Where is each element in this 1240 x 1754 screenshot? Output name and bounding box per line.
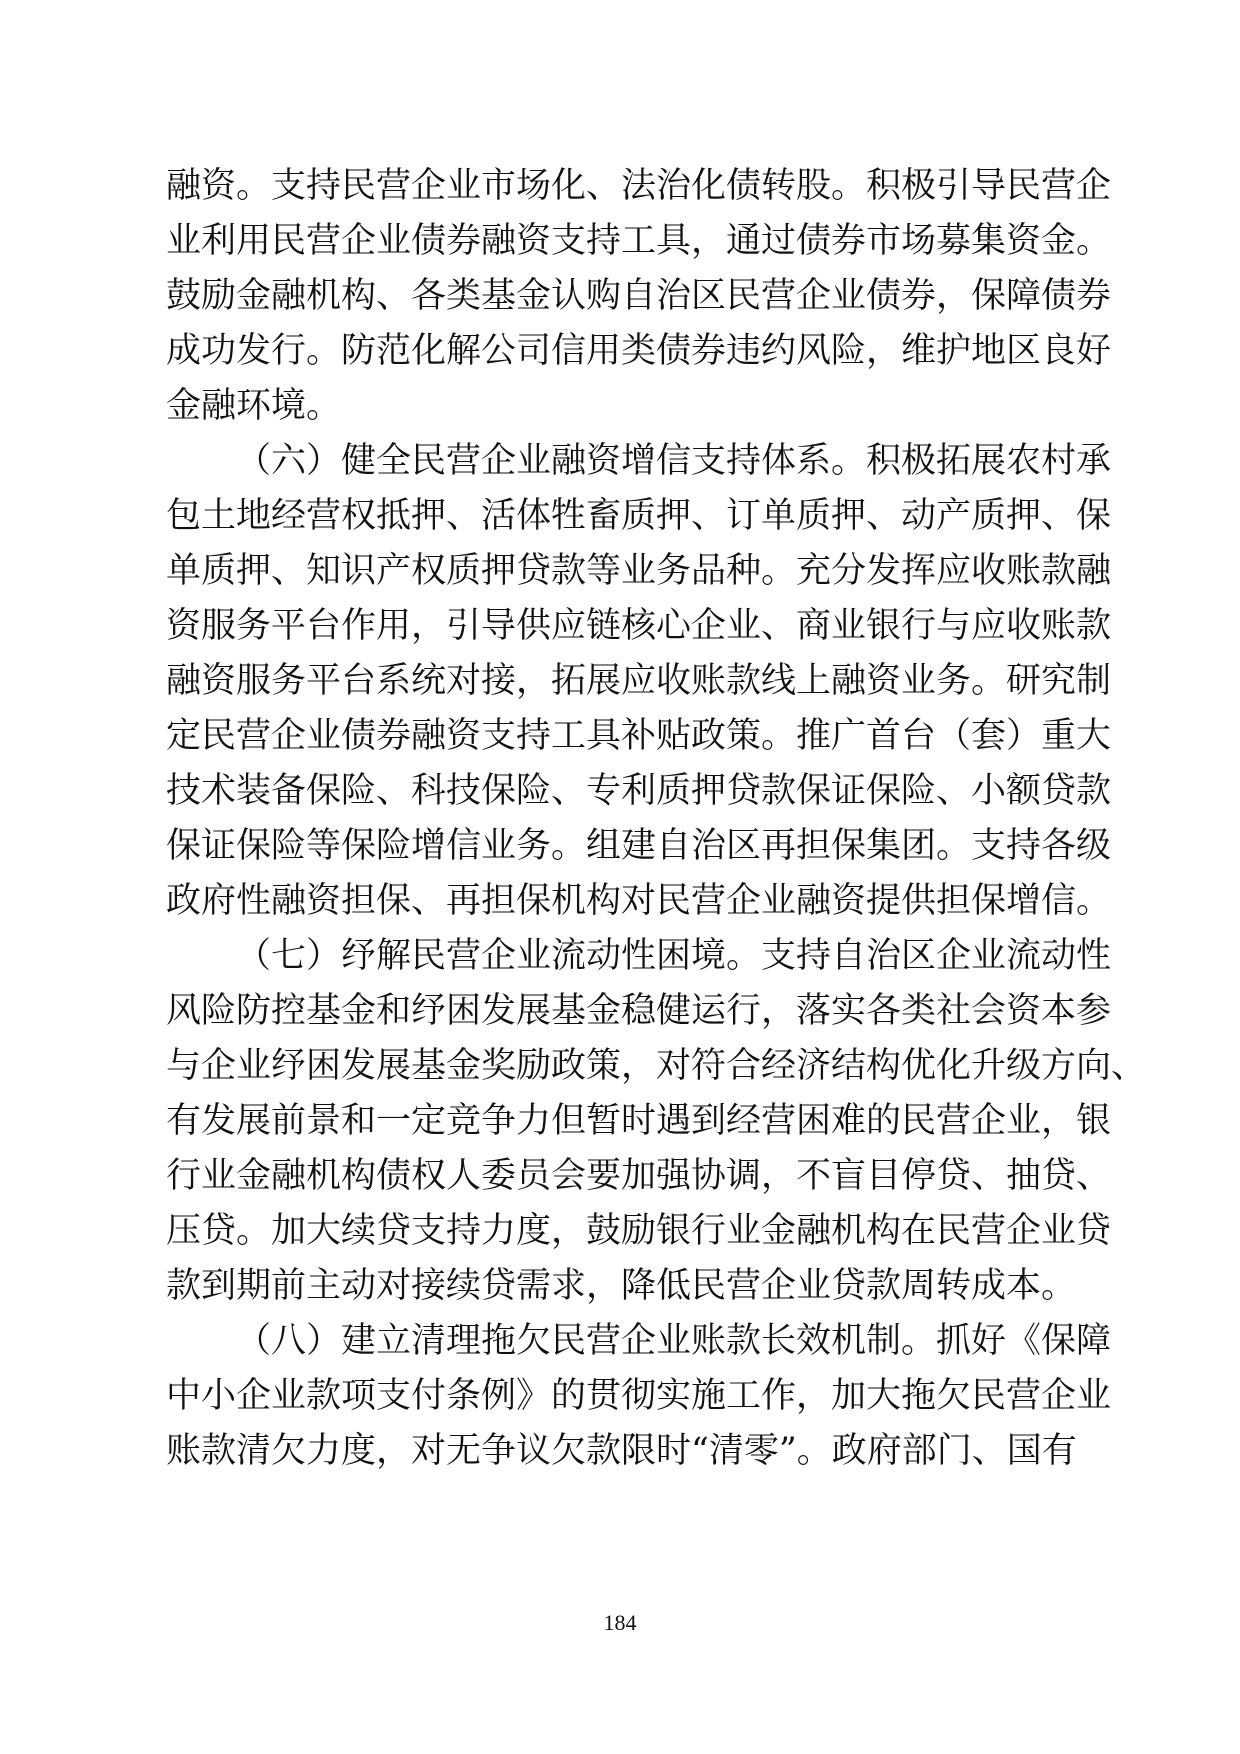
text-line: 定民营企业债券融资支持工具补贴政策。推广首台（套）重大 <box>166 716 1112 756</box>
text-line: 技术装备保险、科技保险、专利质押贷款保证保险、小额贷款 <box>166 771 1112 811</box>
section-heading-line: （六）健全民营企业融资增信支持体系。积极拓展农村承 <box>236 441 1112 481</box>
section-heading-line: （八）建立清理拖欠民营企业账款长效机制。抓好《保障 <box>236 1321 1112 1361</box>
text-line: 业利用民营企业债券融资支持工具，通过债券市场募集资金。 <box>166 221 1112 261</box>
text-line: 中小企业款项支付条例》的贯彻实施工作，加大拖欠民营企业 <box>166 1376 1112 1416</box>
text-line: 与企业纾困发展基金奖励政策，对符合经济结构优化升级方向、 <box>166 1046 1147 1086</box>
page-number: 184 <box>603 1610 637 1635</box>
text-line: 资服务平台作用，引导供应链核心企业、商业银行与应收账款 <box>166 606 1112 646</box>
text-line: 有发展前景和一定竞争力但暂时遇到经营困难的民营企业，银 <box>166 1101 1112 1141</box>
text-line: 行业金融机构债权人委员会要加强协调，不盲目停贷、抽贷、 <box>166 1156 1112 1196</box>
text-line: 款到期前主动对接续贷需求，降低民营企业贷款周转成本。 <box>166 1266 1077 1306</box>
text-line: 账款清欠力度，对无争议欠款限时“清零”。政府部门、国有 <box>166 1431 1077 1471</box>
text-line: 成功发行。防范化解公司信用类债券违约风险，维护地区良好 <box>166 331 1112 371</box>
text-line: 保证保险等保险增信业务。组建自治区再担保集团。支持各级 <box>166 826 1112 866</box>
text-line: 风险防控基金和纾困发展基金稳健运行，落实各类社会资本参 <box>166 991 1112 1031</box>
text-line: 压贷。加大续贷支持力度，鼓励银行业金融机构在民营企业贷 <box>166 1211 1112 1251</box>
text-line: 鼓励金融机构、各类基金认购自治区民营企业债券，保障债券 <box>166 276 1112 316</box>
text-line: 融资服务平台系统对接，拓展应收账款线上融资业务。研究制 <box>166 661 1112 701</box>
text-line: 融资。支持民营企业市场化、法治化债转股。积极引导民营企 <box>166 166 1112 206</box>
text-line: 政府性融资担保、再担保机构对民营企业融资提供担保增信。 <box>166 881 1112 921</box>
text-line: 金融环境。 <box>166 386 342 426</box>
text-line: 包土地经营权抵押、活体牲畜质押、订单质押、动产质押、保 <box>166 496 1112 536</box>
section-heading-line: （七）纾解民营企业流动性困境。支持自治区企业流动性 <box>236 936 1112 976</box>
text-line: 单质押、知识产权质押贷款等业务品种。充分发挥应收账款融 <box>166 551 1112 591</box>
